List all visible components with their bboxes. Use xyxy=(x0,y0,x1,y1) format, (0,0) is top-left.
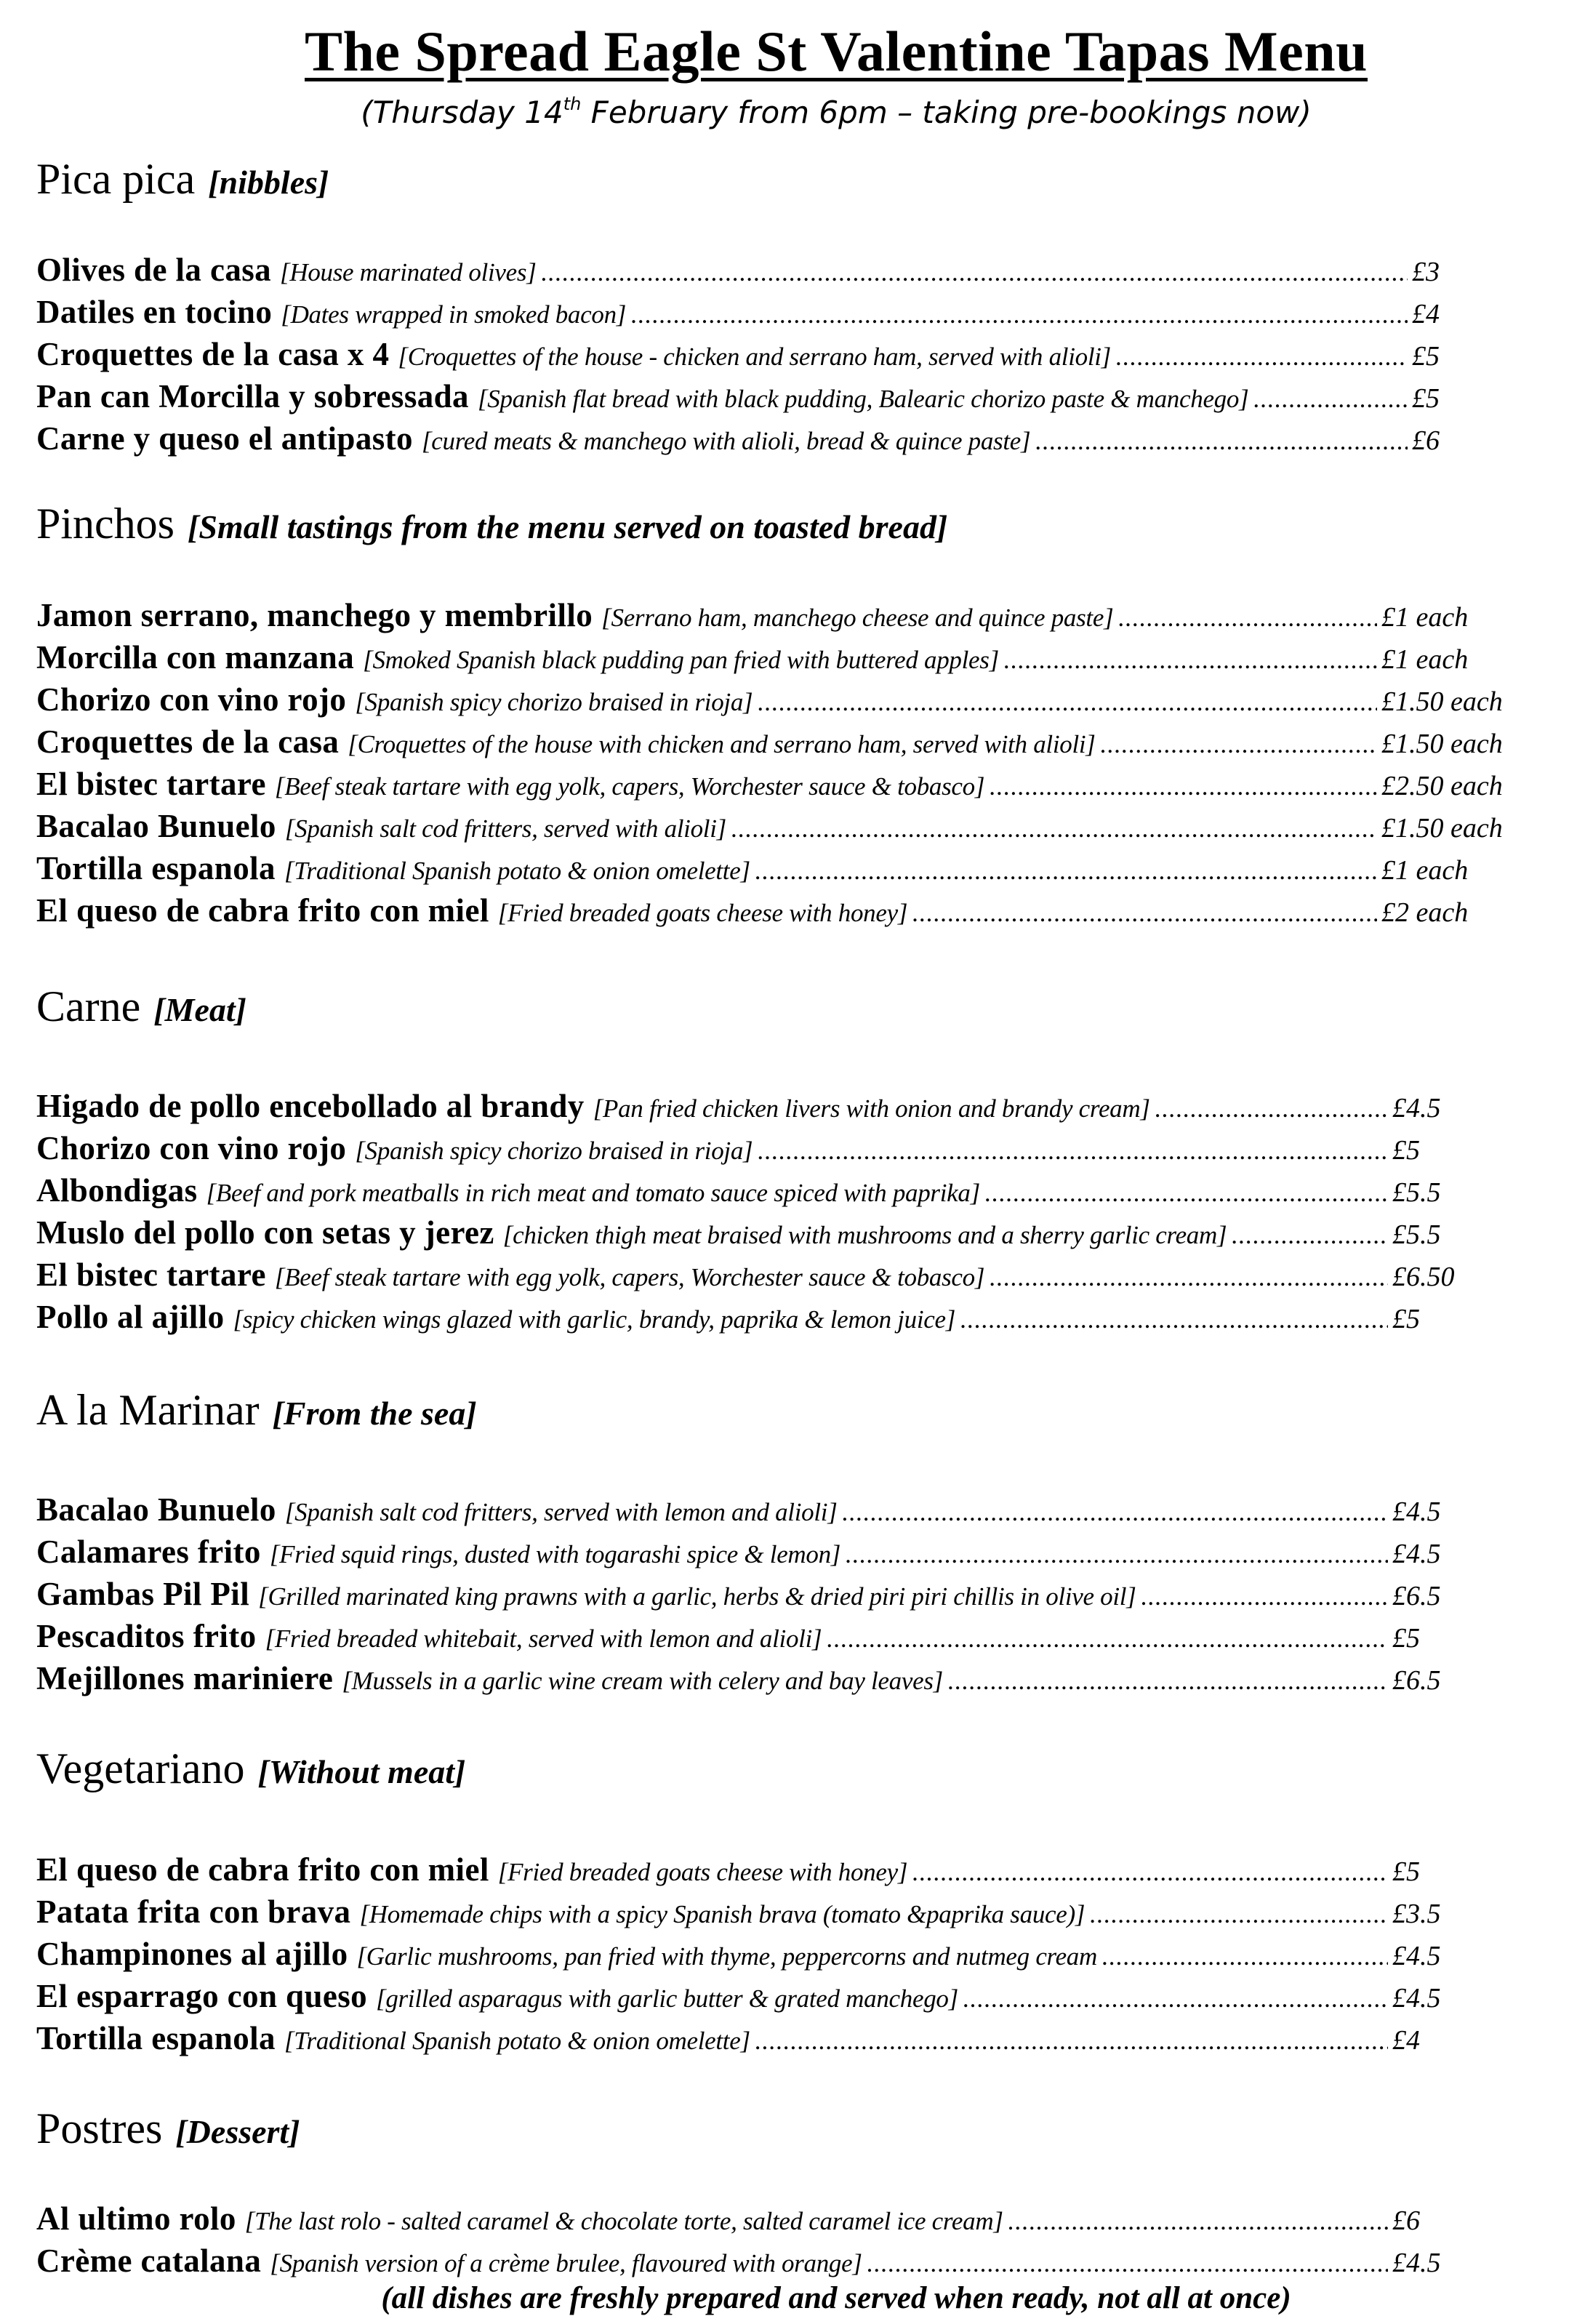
item-description: [chicken thigh meat braised with mushrooms and a sherry garlic cream] xyxy=(502,1221,1227,1249)
item-price: £4.5 xyxy=(1392,1941,1441,1971)
item-price: £4 xyxy=(1412,299,1440,329)
item-price: £1.50 each xyxy=(1381,686,1503,717)
item-price: £4.5 xyxy=(1392,1496,1441,1527)
item-price: £6.5 xyxy=(1392,1581,1441,1611)
menu-item xyxy=(36,1851,1472,1893)
section-subtitle: [Meat] xyxy=(153,991,247,1028)
item-description: [grilled asparagus with garlic butter & grated manchego] xyxy=(376,1984,958,2013)
item-description: [cured meats & manchego with alioli, bread & quince paste] xyxy=(421,427,1031,455)
menu-item xyxy=(36,1533,1472,1575)
item-price: £2 each xyxy=(1381,897,1469,928)
item-price: £1.50 each xyxy=(1381,813,1503,844)
item-name: Tortilla espanola xyxy=(36,2020,276,2056)
menu-item xyxy=(36,1893,1472,1935)
item-description: [Fried breaded whitebait, served with lemon and alioli] xyxy=(265,1624,822,1653)
item-description: [spicy chicken wings glazed with garlic, brandy, paprika & lemon juice] xyxy=(233,1305,956,1334)
item-description: [Spanish salt cod fritters, served with alioli] xyxy=(284,814,726,843)
section-subtitle: [Dessert] xyxy=(175,2113,300,2150)
dot-leader xyxy=(1089,1900,1388,1929)
item-description: [Fried breaded goats cheese with honey] xyxy=(497,899,908,927)
section-heading-pica xyxy=(36,154,329,204)
menu-item xyxy=(36,638,1527,681)
item-description: [Grilled marinated king prawns with a garlic, herbs & dried piri piri chillis in olive oil] xyxy=(258,1582,1136,1611)
menu-item xyxy=(36,1087,1472,1129)
section-heading-postres xyxy=(36,2104,300,2154)
item-price: £5 xyxy=(1392,1135,1420,1166)
item-price: £3.5 xyxy=(1392,1899,1441,1929)
menu-item xyxy=(36,1129,1472,1171)
item-description: [Smoked Spanish black pudding pan fried with buttered apples] xyxy=(363,646,999,674)
item-price: £4 xyxy=(1392,2025,1420,2056)
item-description: [Croquettes of the house with chicken and serrano ham, served with alioli] xyxy=(348,730,1096,758)
item-price: £6 xyxy=(1412,425,1440,456)
section-title: Vegetariano xyxy=(36,1744,245,1792)
item-description: [The last rolo - salted caramel & chocolate torte, salted caramel ice cream] xyxy=(244,2207,1003,2235)
item-name: Croquettes de la casa x 4 xyxy=(36,336,390,372)
item-name: Mejillones mariniere xyxy=(36,1660,334,1696)
item-description: [Mussels in a garlic wine cream with celery and bay leaves] xyxy=(342,1667,943,1695)
item-name: El queso de cabra frito con miel xyxy=(36,1851,489,1888)
menu-item xyxy=(36,335,1440,377)
section-title: Carne xyxy=(36,982,141,1030)
item-price: £4.5 xyxy=(1392,1539,1441,1569)
menu-item xyxy=(36,1491,1472,1533)
section-title: Postres xyxy=(36,2104,163,2152)
menu-item xyxy=(36,293,1440,335)
item-price: £5 xyxy=(1392,1304,1420,1334)
dot-leader xyxy=(1100,730,1377,759)
item-name: Carne y queso el antipasto xyxy=(36,420,413,457)
dot-leader xyxy=(755,2027,1388,2056)
page-subtitle xyxy=(262,95,1411,130)
item-name: Calamares frito xyxy=(36,1534,261,1570)
dot-leader xyxy=(989,772,1377,801)
dot-leader xyxy=(1115,342,1408,372)
item-description: [Beef steak tartare with egg yolk, capers, Worchester sauce & tobasco] xyxy=(274,1263,985,1291)
item-price: £5.5 xyxy=(1392,1177,1441,1208)
item-description: [Dates wrapped in smoked bacon] xyxy=(281,300,627,329)
menu-item xyxy=(36,1171,1472,1214)
item-price: £5 xyxy=(1392,1623,1420,1654)
dot-leader xyxy=(826,1624,1388,1654)
menu-item xyxy=(36,420,1440,462)
section-title: Pinchos xyxy=(36,500,175,548)
item-price: £6.5 xyxy=(1392,1665,1441,1696)
dot-leader xyxy=(757,688,1377,717)
item-name: Croquettes de la casa xyxy=(36,724,340,760)
item-price: £1 each xyxy=(1381,602,1469,633)
item-name: Datiles en tocino xyxy=(36,294,273,330)
item-name: Gambas Pil Pil xyxy=(36,1576,250,1612)
menu-item xyxy=(36,807,1527,849)
section-heading-pinchos xyxy=(36,499,947,549)
item-name: Albondigas xyxy=(36,1172,198,1209)
item-description: [Beef steak tartare with egg yolk, capers, Worchester sauce & tobasco] xyxy=(274,772,985,801)
menu-item xyxy=(36,849,1527,891)
menu-item xyxy=(36,1298,1472,1340)
item-name: Patata frita con brava xyxy=(36,1894,351,1930)
section-heading-marinar xyxy=(36,1385,477,1435)
dot-leader xyxy=(755,857,1377,886)
section-subtitle: [From the sea] xyxy=(272,1395,477,1432)
dot-leader xyxy=(1117,604,1377,633)
dot-leader xyxy=(867,2249,1388,2278)
footer-note: (all dishes are freshly prepared and served when ready, not all at once) xyxy=(381,2281,1291,2315)
item-name: Pescaditos frito xyxy=(36,1618,257,1654)
dot-leader xyxy=(963,1984,1388,2014)
item-price: £4.5 xyxy=(1392,1983,1441,2014)
item-description: [Spanish salt cod fritters, served with lemon and alioli] xyxy=(284,1498,838,1526)
item-description: [Serrano ham, manchego cheese and quince paste] xyxy=(601,604,1114,632)
menu-item xyxy=(36,377,1440,420)
dot-leader xyxy=(1231,1221,1388,1250)
item-name: Chorizo con vino rojo xyxy=(36,1130,347,1166)
menu-item xyxy=(36,1617,1472,1659)
dot-leader xyxy=(1141,1582,1388,1611)
item-description: [Garlic mushrooms, pan fried with thyme, peppercorns and nutmeg cream xyxy=(356,1942,1097,1971)
item-name: Al ultimo rolo xyxy=(36,2200,236,2237)
item-name: Champinones al ajillo xyxy=(36,1936,348,1972)
dot-leader xyxy=(1102,1942,1388,1971)
item-name: Olives de la casa xyxy=(36,252,272,288)
item-price: £6.50 xyxy=(1392,1262,1455,1292)
item-name: Morcilla con manzana xyxy=(36,639,355,676)
menu-item xyxy=(36,596,1527,638)
page-title: The Spread Eagle St Valentine Tapas Menu xyxy=(305,20,1368,83)
section-subtitle: [Small tastings from the menu served on toasted bread] xyxy=(188,508,948,545)
menu-item xyxy=(36,723,1527,765)
item-description: [Spanish version of a crème brulee, flavoured with orange] xyxy=(270,2249,862,2277)
item-price: £3 xyxy=(1412,257,1440,287)
item-name: Crème catalana xyxy=(36,2243,262,2279)
item-price: £2.50 each xyxy=(1381,771,1503,801)
menu-item xyxy=(36,2242,1472,2284)
section-subtitle: [Without meat] xyxy=(257,1753,466,1790)
section-heading-vegetariano xyxy=(36,1744,465,1794)
item-name: Bacalao Bunuelo xyxy=(36,808,276,844)
item-name: Bacalao Bunuelo xyxy=(36,1491,276,1528)
subtitle-text-rest: February from 6pm – taking pre-bookings now) xyxy=(581,95,1312,130)
item-name: El bistec tartare xyxy=(36,1257,266,1293)
menu-item xyxy=(36,2200,1472,2242)
menu-item xyxy=(36,1214,1472,1256)
dot-leader xyxy=(984,1179,1388,1208)
item-description: [Traditional Spanish potato & onion omelette] xyxy=(284,857,750,885)
item-description: [Spanish spicy chorizo braised in rioja] xyxy=(355,1137,753,1165)
dot-leader xyxy=(960,1305,1388,1334)
menu-item xyxy=(36,891,1527,934)
menu-item xyxy=(36,765,1527,807)
dot-leader xyxy=(541,258,1408,287)
item-description: [Spanish flat bread with black pudding, Balearic chorizo paste & manchego] xyxy=(477,385,1249,413)
section-heading-carne xyxy=(36,982,246,1032)
item-name: El esparrago con queso xyxy=(36,1978,368,2014)
section-title: Pica pica xyxy=(36,155,196,203)
dot-leader xyxy=(1035,427,1408,456)
dot-leader xyxy=(757,1137,1388,1166)
item-description: [Spanish spicy chorizo braised in rioja] xyxy=(355,688,753,716)
item-description: [Beef and pork meatballs in rich meat and tomato sauce spiced with paprika] xyxy=(206,1179,980,1207)
item-name: Jamon serrano, manchego y membrillo xyxy=(36,597,593,633)
menu-item xyxy=(36,1659,1472,1702)
menu-item xyxy=(36,2019,1472,2061)
item-name: Pan can Morcilla y sobressada xyxy=(36,378,469,414)
item-price: £6 xyxy=(1392,2205,1420,2236)
menu-item xyxy=(36,251,1440,293)
dot-leader xyxy=(912,1858,1388,1887)
item-description: [Fried breaded goats cheese with honey] xyxy=(497,1858,908,1886)
item-description: [Pan fried chicken livers with onion and brandy cream] xyxy=(593,1094,1150,1123)
dot-leader xyxy=(1008,2207,1388,2236)
item-description: [Croquettes of the house - chicken and serrano ham, served with alioli] xyxy=(398,342,1112,371)
menu-item xyxy=(36,1575,1472,1617)
dot-leader xyxy=(1253,385,1408,414)
item-price: £4.5 xyxy=(1392,1093,1441,1123)
item-name: El bistec tartare xyxy=(36,766,266,802)
item-description: [Fried squid rings, dusted with togarashi spice & lemon] xyxy=(269,1540,841,1568)
menu-item xyxy=(36,1977,1472,2019)
section-title: A la Marinar xyxy=(36,1386,260,1434)
item-name: Chorizo con vino rojo xyxy=(36,681,347,718)
item-name: Pollo al ajillo xyxy=(36,1299,225,1335)
item-name: Higado de pollo encebollado al brandy xyxy=(36,1088,585,1124)
section-subtitle: [nibbles] xyxy=(208,164,329,201)
item-description: [Traditional Spanish potato & onion omelette] xyxy=(284,2027,750,2055)
dot-leader xyxy=(947,1667,1388,1696)
item-price: £4.5 xyxy=(1392,2248,1441,2278)
item-price: £5 xyxy=(1412,341,1440,372)
item-name: Tortilla espanola xyxy=(36,850,276,886)
item-description: [Homemade chips with a spicy Spanish brava (tomato &paprika sauce)] xyxy=(359,1900,1086,1928)
dot-leader xyxy=(1155,1094,1388,1123)
item-name: Muslo del pollo con setas y jerez xyxy=(36,1214,494,1251)
item-name: El queso de cabra frito con miel xyxy=(36,892,489,929)
item-price: £1.50 each xyxy=(1381,729,1503,759)
dot-leader xyxy=(845,1540,1388,1569)
menu-item xyxy=(36,681,1527,723)
subtitle-text: (Thursday 14 xyxy=(361,95,563,130)
dot-leader xyxy=(989,1263,1388,1292)
item-price: £5 xyxy=(1412,383,1440,414)
item-price: £5 xyxy=(1392,1856,1420,1887)
dot-leader xyxy=(731,814,1377,844)
dot-leader xyxy=(912,899,1377,928)
menu-item xyxy=(36,1935,1472,1977)
item-price: £1 each xyxy=(1381,855,1469,886)
item-price: £5.5 xyxy=(1392,1219,1441,1250)
item-description: [House marinated olives] xyxy=(280,258,537,287)
dot-leader xyxy=(630,300,1408,329)
menu-item xyxy=(36,1256,1472,1298)
subtitle-superscript: th xyxy=(563,94,582,114)
item-price: £1 each xyxy=(1381,644,1469,675)
dot-leader xyxy=(842,1498,1388,1527)
dot-leader xyxy=(1003,646,1377,675)
